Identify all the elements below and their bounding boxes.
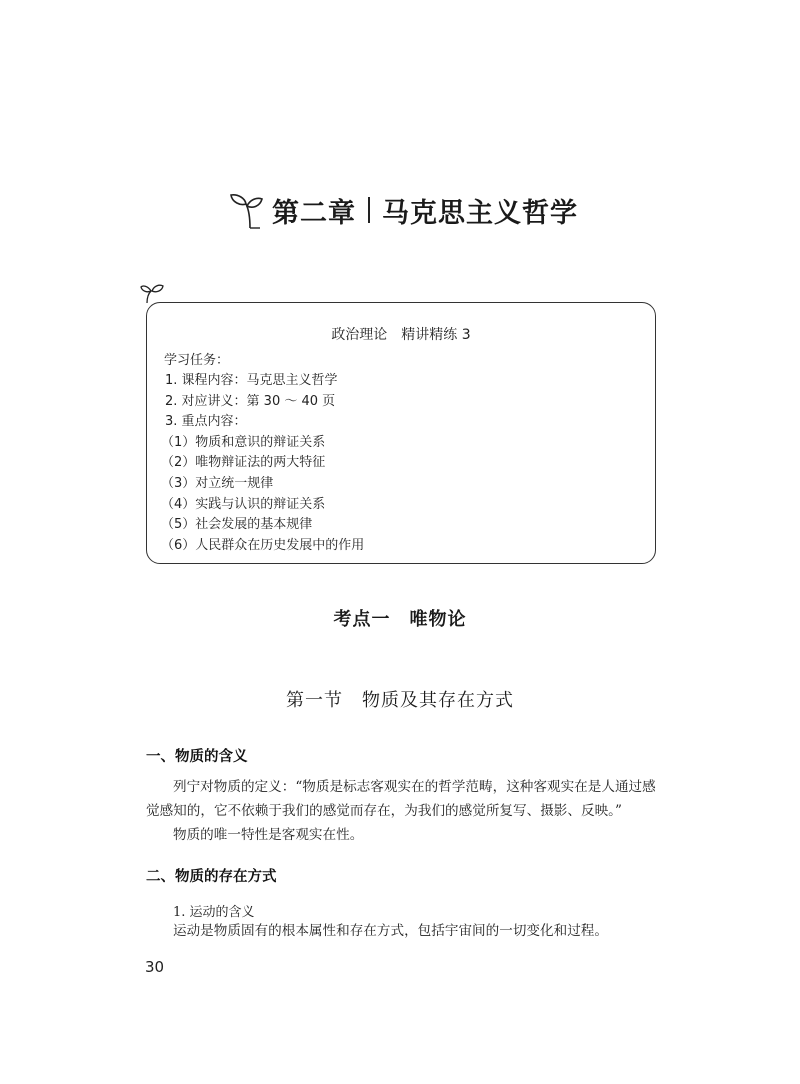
section-heading: 第一节 物质及其存在方式 — [286, 690, 514, 711]
list-item: （6）人民群众在历史发展中的作用 — [161, 537, 365, 553]
list-item: （2）唯物辩证法的两大特征 — [161, 455, 326, 471]
task-box-label: 学习任务： — [164, 353, 230, 368]
subheading-material-existence: 二、物质的存在方式 — [146, 869, 277, 885]
sprout-icon — [222, 190, 268, 230]
subpoint-heading: 1. 运动的含义 — [173, 905, 255, 920]
list-item: （4）实践与认识的辩证关系 — [161, 496, 326, 512]
list-item: （5）社会发展的基本规律 — [161, 517, 313, 533]
topic-heading: 考点一 唯物论 — [333, 609, 467, 630]
paragraph: 列宁对物质的定义：“物质是标志客观实在的哲学范畴，这种客观实在是人通过感觉感知的，它不依赖于我们的感觉而存在，为我们的感觉所复写、摄影、反映。” — [146, 779, 656, 819]
task-list — [161, 371, 364, 556]
paragraph: 运动是物质固有的根本属性和存在方式，包括宇宙间的一切变化和过程。 — [173, 923, 608, 939]
paragraph: 物质的唯一特性是客观实在性。 — [173, 827, 364, 843]
list-item: 3. 重点内容： — [165, 414, 247, 430]
task-box-title: 政治理论 精讲精练 3 — [331, 327, 471, 343]
list-item: （3）对立统一规律 — [161, 475, 274, 491]
list-item: 2. 对应讲义：第 30 ～ 40 页 — [165, 393, 336, 409]
chapter-title — [0, 190, 800, 230]
chapter-name: 马克思主义哲学 — [382, 197, 578, 229]
list-item: 1. 课程内容：马克思主义哲学 — [165, 373, 338, 388]
study-task-box — [146, 302, 656, 564]
subheading-material-meaning: 一、物质的含义 — [146, 749, 248, 765]
list-item: （1）物质和意识的辩证关系 — [161, 434, 326, 450]
title-divider — [368, 197, 370, 223]
page-number: 30 — [145, 958, 165, 976]
small-sprout-icon — [139, 280, 169, 304]
chapter-number: 第二章 — [272, 197, 356, 229]
